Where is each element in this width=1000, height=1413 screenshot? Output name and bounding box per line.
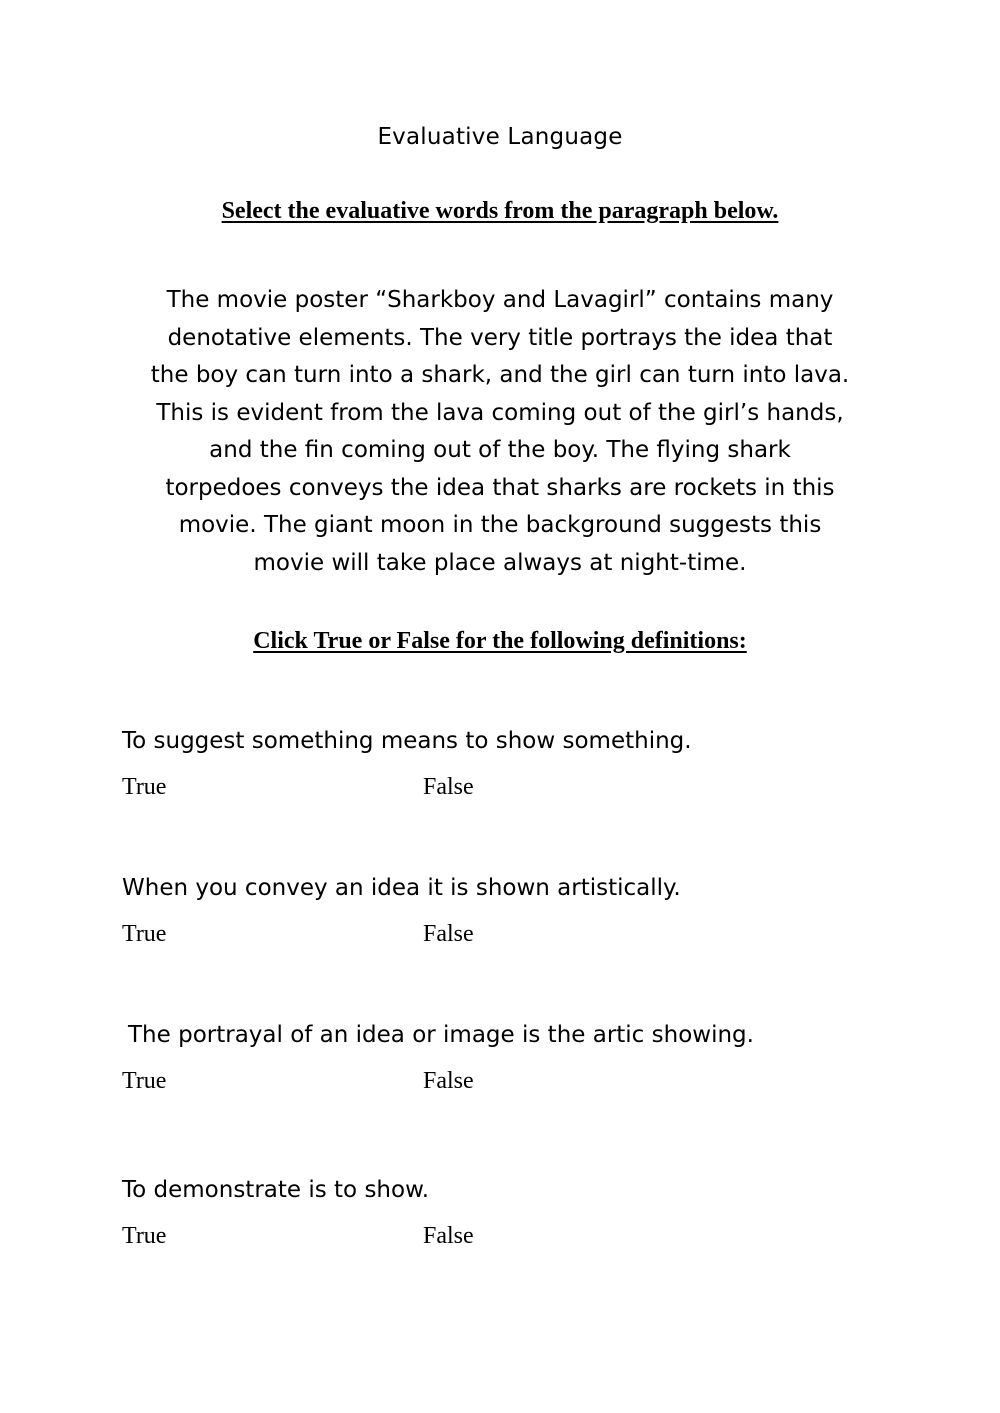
- false-option[interactable]: False: [423, 1223, 474, 1249]
- page-title: Evaluative Language: [377, 124, 623, 150]
- paragraph-line[interactable]: movie. The giant moon in the background suggests this: [178, 512, 822, 538]
- false-option[interactable]: False: [423, 921, 474, 947]
- answer-options: [122, 774, 922, 804]
- true-option[interactable]: True: [122, 1223, 167, 1249]
- paragraph-line[interactable]: the boy can turn into a shark, and the girl can turn into lava.: [150, 362, 850, 388]
- answer-options: [122, 921, 922, 951]
- answer-options: [122, 1068, 928, 1098]
- question-text: When you convey an idea it is shown artistically.: [122, 875, 681, 901]
- paragraph-line[interactable]: movie will take place always at night-time.: [253, 549, 747, 576]
- answer-options: [122, 1223, 922, 1253]
- paragraph-line[interactable]: denotative elements. The very title portrays the idea that: [167, 324, 833, 351]
- question-3: [122, 1020, 928, 1098]
- false-option[interactable]: False: [423, 774, 474, 800]
- question-2: [122, 873, 922, 951]
- question-1: [122, 726, 922, 804]
- true-option[interactable]: True: [122, 921, 167, 947]
- click-instruction: Click True or False for the following definitions:: [253, 628, 747, 654]
- true-option[interactable]: True: [122, 774, 167, 800]
- question-text: To suggest something means to show something.: [122, 728, 692, 754]
- question-text: The portrayal of an idea or image is the artic showing.: [128, 1022, 754, 1048]
- false-option[interactable]: False: [423, 1068, 474, 1094]
- paragraph-line[interactable]: This is evident from the lava coming out of the girl’s hands,: [156, 399, 844, 426]
- select-instruction: Select the evaluative words from the paragraph below.: [221, 198, 779, 224]
- paragraph-line[interactable]: The movie poster “Sharkboy and Lavagirl” contains many: [166, 287, 834, 313]
- evaluative-paragraph: [110, 282, 890, 582]
- question-text: To demonstrate is to show.: [122, 1177, 430, 1203]
- question-4: [122, 1175, 922, 1253]
- paragraph-line[interactable]: and the fin coming out of the boy. The flying shark: [209, 437, 791, 463]
- true-option[interactable]: True: [122, 1068, 167, 1094]
- paragraph-line[interactable]: torpedoes conveys the idea that sharks are rockets in this: [165, 474, 835, 501]
